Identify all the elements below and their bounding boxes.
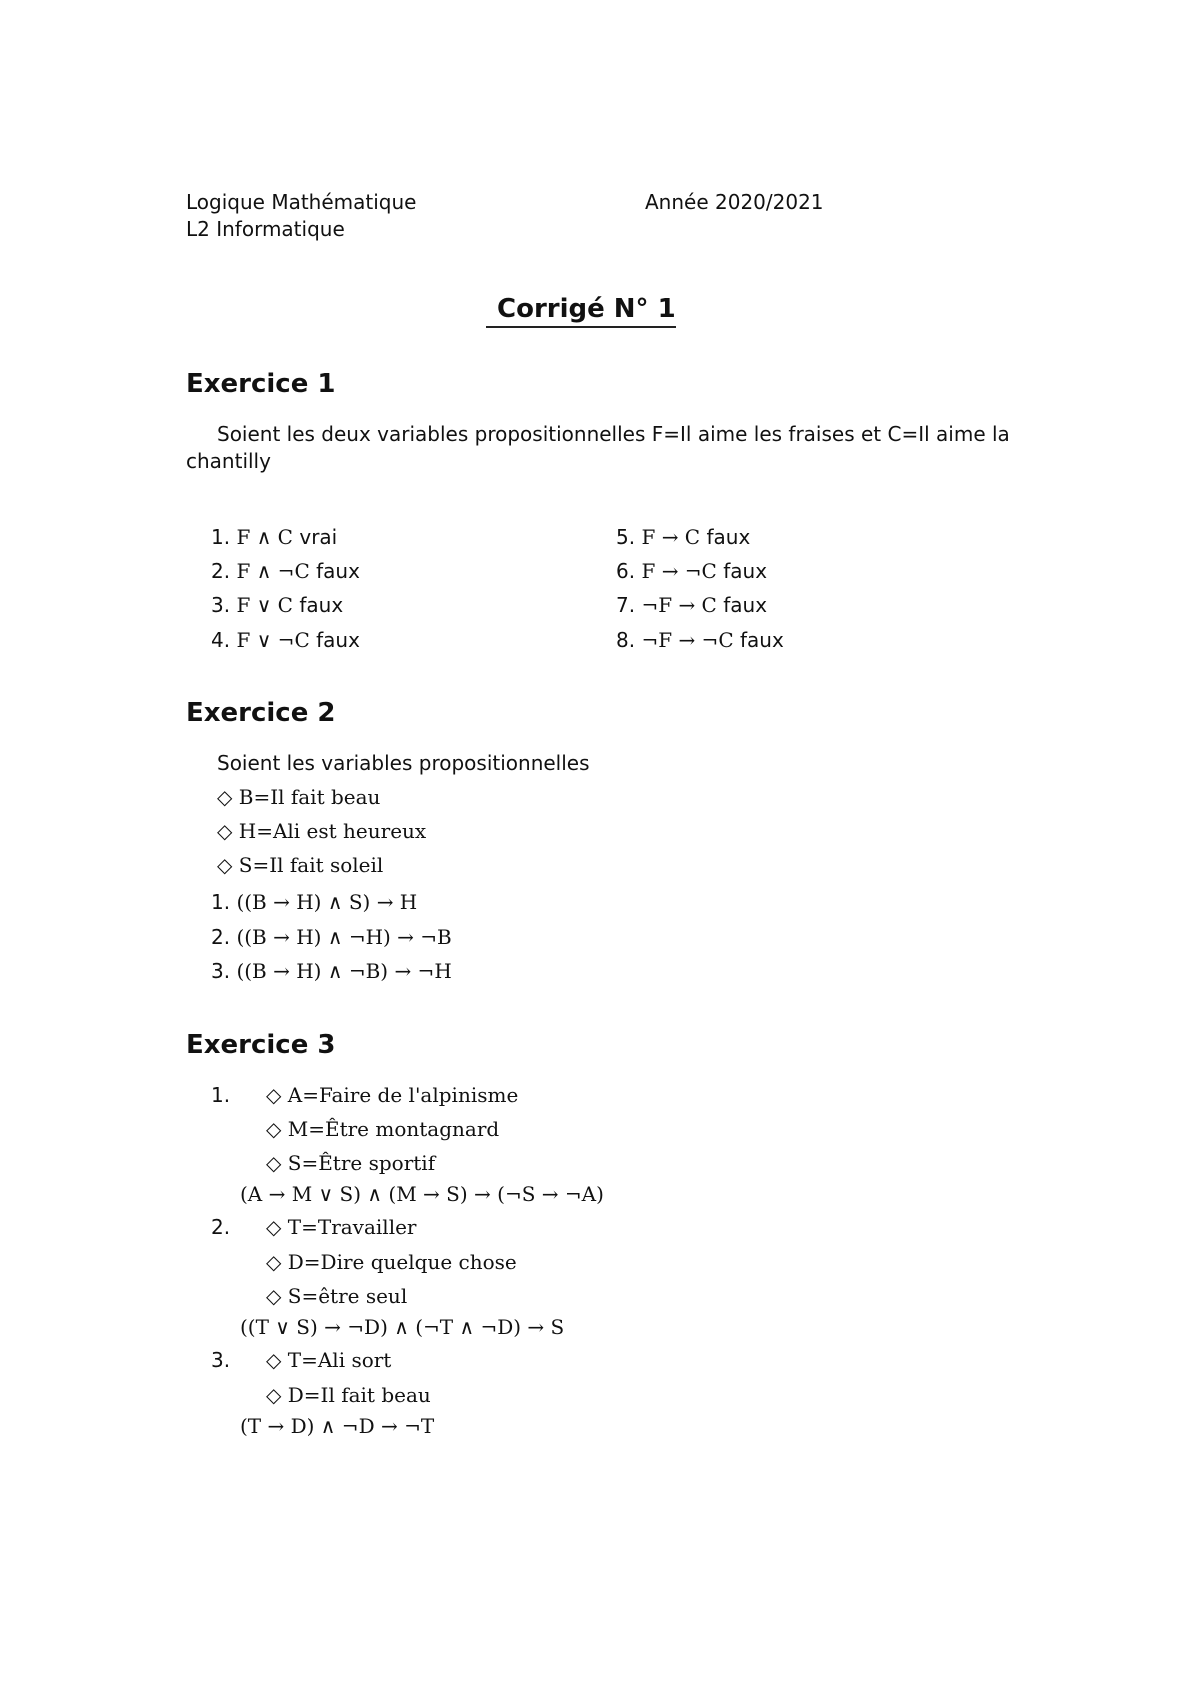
ex1-item (211, 595, 343, 615)
item-formula: ((B → H) ∧ ¬B) → ¬H (236, 959, 452, 983)
item-number: 3. (211, 959, 231, 983)
ex3-variable (266, 1385, 431, 1405)
ex3-variable (266, 1085, 518, 1105)
item-number: 5. (616, 525, 636, 549)
item-formula: F ∧ ¬C (236, 559, 310, 583)
title-underline (486, 326, 676, 328)
item-number: 7. (616, 593, 636, 617)
item-number: 6. (616, 559, 636, 583)
ex1-item (616, 527, 750, 547)
ex1-heading: Exercice 1 (186, 369, 336, 399)
student-level: L2 Informatique (186, 217, 345, 241)
item-number: 4. (211, 628, 231, 652)
ex3-part-number: 2. (211, 1215, 231, 1239)
ex2-variable (217, 821, 426, 841)
ex3-variable (266, 1286, 407, 1306)
item-number: 3. (211, 593, 231, 617)
item-answer: faux (723, 559, 768, 583)
variable-definition: M=Être montagnard (287, 1117, 500, 1141)
item-answer: faux (723, 593, 768, 617)
item-answer: faux (706, 525, 751, 549)
ex2-variable (217, 787, 380, 807)
ex2-formula (211, 892, 417, 912)
item-formula: F ∨ ¬C (236, 628, 310, 652)
ex3-variable (266, 1153, 435, 1173)
ex3-formula: (A → M ∨ S) ∧ (M → S) → (¬S → ¬A) (240, 1182, 604, 1206)
ex3-part-number: 3. (211, 1348, 231, 1372)
item-answer: vrai (299, 525, 338, 549)
ex1-intro-line1: Soient les deux variables propositionnelles F=Il aime les fraises et C=Il aime la (217, 422, 1010, 446)
diamond-bullet-icon: ◇ (266, 1250, 282, 1274)
item-number: 1. (211, 890, 231, 914)
diamond-bullet-icon: ◇ (217, 785, 233, 809)
item-formula: F ∨ C (236, 593, 293, 617)
variable-definition: T=Ali sort (287, 1348, 392, 1372)
item-number: 2. (211, 925, 231, 949)
variable-definition: D=Dire quelque chose (287, 1250, 517, 1274)
item-formula: ¬F → ¬C (641, 628, 734, 652)
item-formula: ((B → H) ∧ ¬H) → ¬B (236, 925, 452, 949)
item-number: 2. (211, 559, 231, 583)
ex2-formula (211, 927, 452, 947)
ex3-formula: ((T ∨ S) → ¬D) ∧ (¬T ∧ ¬D) → S (240, 1315, 565, 1339)
variable-definition: S=Être sportif (287, 1151, 436, 1175)
item-formula: ¬F → C (641, 593, 717, 617)
diamond-bullet-icon: ◇ (266, 1151, 282, 1175)
item-answer: faux (316, 628, 360, 652)
diamond-bullet-icon: ◇ (266, 1083, 282, 1107)
ex1-item (211, 561, 360, 581)
item-answer: faux (739, 628, 784, 652)
ex1-item (211, 630, 360, 650)
item-formula: F → C (641, 525, 701, 549)
academic-year: Année 2020/2021 (645, 190, 824, 214)
course-name: Logique Mathématique (186, 190, 417, 214)
variable-definition: H=Ali est heureux (238, 819, 427, 843)
item-number: 8. (616, 628, 636, 652)
ex1-intro-line2: chantilly (186, 449, 271, 473)
ex3-variable (266, 1119, 499, 1139)
item-formula: F → ¬C (641, 559, 717, 583)
item-number: 1. (211, 525, 231, 549)
ex3-variable (266, 1350, 391, 1370)
item-answer: faux (299, 593, 344, 617)
diamond-bullet-icon: ◇ (266, 1215, 282, 1239)
diamond-bullet-icon: ◇ (266, 1284, 282, 1308)
ex1-item (616, 561, 767, 581)
ex1-item (616, 630, 784, 650)
variable-definition: S=Il fait soleil (238, 853, 384, 877)
ex2-heading: Exercice 2 (186, 698, 336, 728)
ex1-item (211, 527, 337, 547)
item-answer: faux (316, 559, 360, 583)
variable-definition: T=Travailler (287, 1215, 417, 1239)
variable-definition: A=Faire de l'alpinisme (287, 1083, 519, 1107)
item-formula: ((B → H) ∧ S) → H (236, 890, 418, 914)
ex2-formula (211, 961, 452, 981)
diamond-bullet-icon: ◇ (217, 853, 233, 877)
ex3-variable (266, 1252, 517, 1272)
variable-definition: S=être seul (287, 1284, 408, 1308)
ex3-formula: (T → D) ∧ ¬D → ¬T (240, 1414, 435, 1438)
diamond-bullet-icon: ◇ (266, 1383, 282, 1407)
variable-definition: B=Il fait beau (238, 785, 381, 809)
item-formula: F ∧ C (236, 525, 293, 549)
variable-definition: D=Il fait beau (287, 1383, 431, 1407)
ex3-variable (266, 1217, 416, 1237)
ex3-heading: Exercice 3 (186, 1030, 336, 1060)
ex2-variable (217, 855, 383, 875)
diamond-bullet-icon: ◇ (266, 1117, 282, 1141)
diamond-bullet-icon: ◇ (266, 1348, 282, 1372)
ex2-intro: Soient les variables propositionnelles (217, 751, 590, 775)
page-title: Corrigé N° 1 (497, 294, 676, 324)
diamond-bullet-icon: ◇ (217, 819, 233, 843)
ex1-item (616, 595, 767, 615)
ex3-part-number: 1. (211, 1083, 231, 1107)
